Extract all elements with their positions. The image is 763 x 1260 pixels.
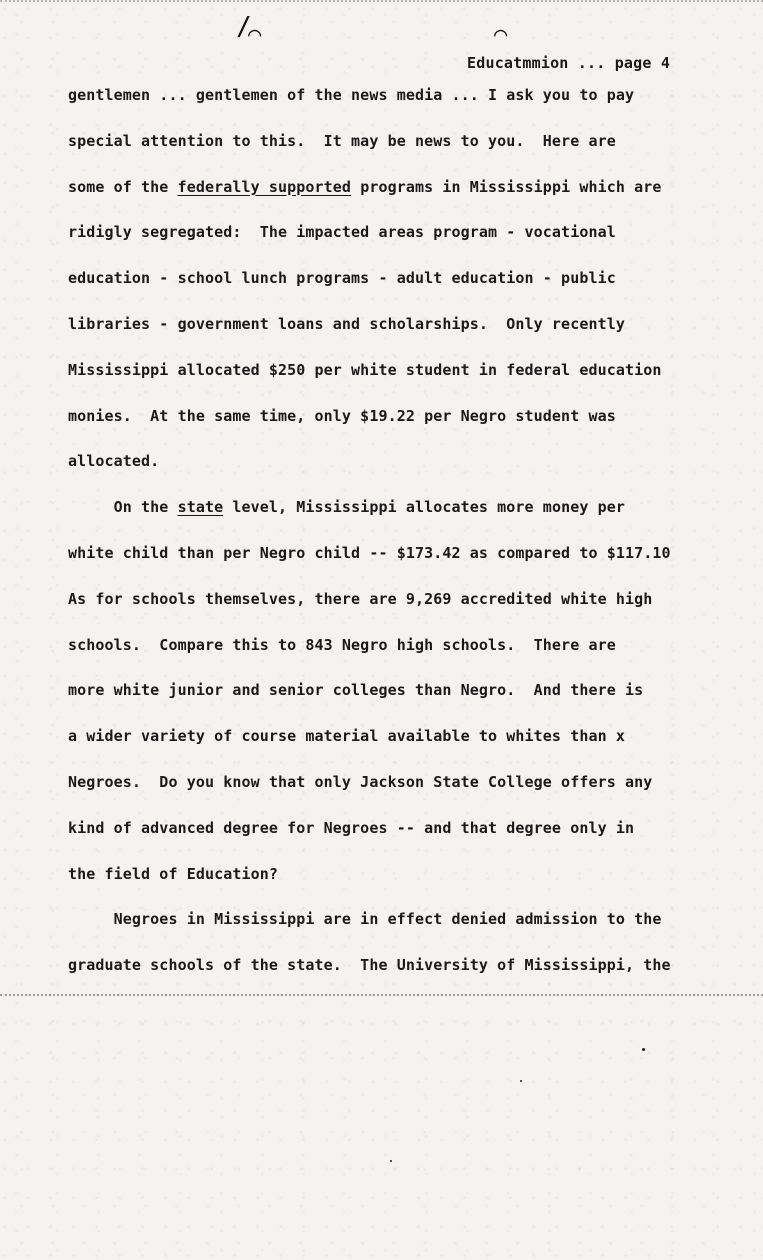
text-segment: kind of advanced degree for Negroes -- and that degree only in (68, 818, 635, 837)
text-segment: special attention to this. It may be news to you. Here are (68, 131, 616, 150)
text-segment: level, Mississippi allocates more money per (223, 498, 625, 517)
underlined-text: federally supported (177, 177, 352, 196)
text-line (68, 727, 625, 745)
scan-fold-line (0, 994, 763, 996)
page-header: Educatmmion ... page 4 (467, 54, 671, 72)
text-line (68, 544, 671, 562)
text-segment: programs in Mississippi which are (351, 177, 662, 196)
text-line (68, 407, 616, 425)
text-segment: white child than per Negro child -- $173.42 as compared to $117.10 (68, 544, 671, 562)
text-segment: education - school lunch programs - adult education - public (68, 269, 616, 288)
text-line (68, 452, 159, 470)
underlined-text: state (177, 498, 224, 517)
text-line (68, 132, 616, 150)
text-line (68, 223, 616, 241)
handwritten-mark: ⌒ (248, 22, 262, 47)
handwritten-mark: / (236, 12, 252, 42)
text-segment: the field of Education? (68, 864, 279, 883)
text-segment: libraries - government loans and scholarships. Only recently (68, 315, 625, 333)
text-segment: Mississippi allocated $250 per white student in federal education (68, 360, 662, 379)
text-line (68, 361, 662, 379)
text-line (68, 636, 616, 654)
text-segment: a wider variety of course material available to whites than x (68, 727, 625, 746)
text-segment: As for schools themselves, there are 9,269 accredited white high (68, 589, 653, 608)
text-line (68, 178, 662, 196)
text-line (68, 819, 634, 837)
text-segment: allocated. (68, 452, 160, 471)
text-line (68, 773, 652, 791)
text-line (68, 269, 616, 287)
top-edge-dots (0, 0, 763, 10)
text-line (68, 590, 652, 608)
text-line (68, 865, 278, 883)
text-segment: ridigly segregated: The impacted areas program - vocational (68, 223, 616, 242)
text-line (68, 681, 643, 699)
scan-speck (390, 1160, 392, 1162)
text-line (68, 498, 625, 516)
handwritten-mark: ⌒ (494, 22, 508, 47)
text-line (68, 956, 671, 974)
scan-speck (520, 1080, 522, 1082)
text-segment: gentlemen ... gentlemen of the news media ... I ask you to pay (68, 86, 635, 104)
text-segment: some of the (68, 177, 178, 196)
text-line (68, 315, 625, 333)
text-segment: Negroes in Mississippi are in effect denied admission to the (68, 910, 662, 929)
text-segment: monies. At the same time, only $19.22 per Negro student was (68, 406, 616, 425)
text-segment: On the (68, 498, 178, 517)
text-segment: schools. Compare this to 843 Negro high schools. There are (68, 635, 616, 654)
text-segment: Negroes. Do you know that only Jackson State College offers any (68, 773, 653, 791)
text-segment: more white junior and senior colleges than Negro. And there is (68, 681, 644, 700)
text-line (68, 86, 634, 104)
text-line (68, 910, 662, 928)
text-segment: graduate schools of the state. The University of Mississippi, the (68, 956, 671, 975)
scan-speck (642, 1048, 645, 1051)
